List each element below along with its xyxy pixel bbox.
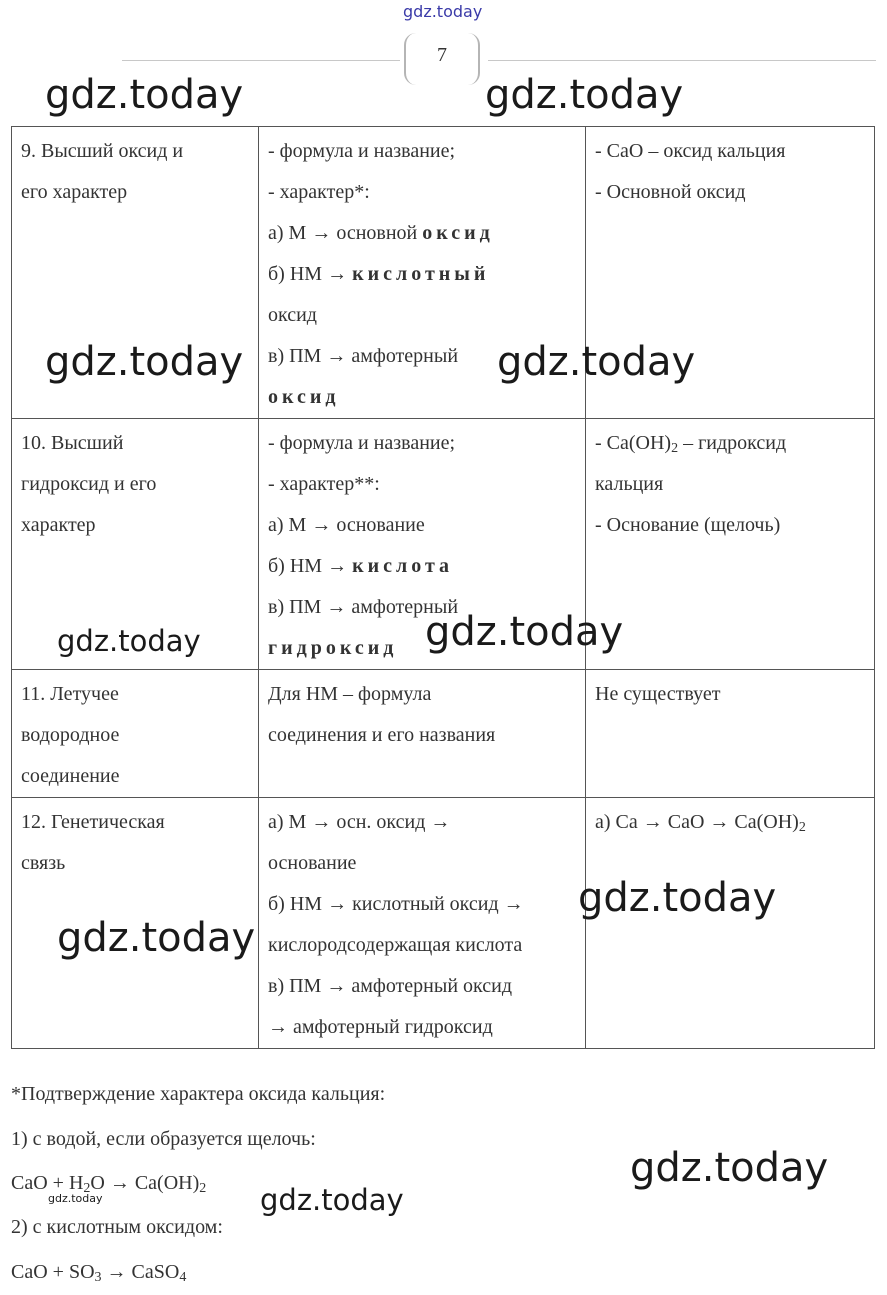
cell-line: - формула и название; — [268, 140, 456, 162]
line-text: б) НМ → — [268, 555, 353, 577]
line-text: - Ca(OH) — [595, 432, 672, 454]
cell-line: 11. Летучее — [21, 683, 119, 705]
note-step-2: 2) с кислотным оксидом: — [11, 1216, 223, 1238]
cell-line: б) НМ → кислотный оксид → — [268, 893, 524, 915]
cell-line: в) ПМ → амфотерный — [268, 345, 459, 367]
subscript: 2 — [199, 1181, 207, 1196]
watermark: gdz.today — [57, 624, 201, 658]
cell-line: водородное — [21, 724, 120, 746]
cell-line: его характер — [21, 181, 128, 203]
line-text: б) НМ → — [268, 263, 353, 285]
bold-term: оксид — [268, 386, 340, 408]
row-12-plan — [259, 798, 586, 1049]
cell-line: в) ПМ → амфотерный — [268, 596, 459, 618]
cell-line: кальция — [595, 473, 664, 495]
cell-line: соединения и его названия — [268, 724, 496, 746]
subscript: 2 — [671, 441, 679, 456]
watermark: gdz.today — [425, 609, 624, 655]
row-11-plan — [259, 670, 586, 798]
eq-part: → CaSO — [101, 1261, 180, 1283]
cell-line: - характер**: — [268, 473, 380, 495]
header-rule-right — [488, 60, 876, 61]
cell-line: характер — [21, 514, 96, 536]
cell-line: - характер*: — [268, 181, 370, 203]
page-number: 7 — [437, 44, 447, 66]
cell-line: 12. Генетическая — [21, 811, 165, 833]
cell-line — [268, 213, 577, 254]
subscript: 2 — [798, 820, 806, 835]
table-row — [12, 670, 875, 798]
watermark: gdz.today — [578, 875, 777, 921]
watermark: gdz.today — [485, 72, 684, 118]
row-11-answer — [586, 670, 875, 798]
cell-line: гидроксид и его — [21, 473, 157, 495]
line-text: а) Ca → CaO → Ca(OH) — [595, 811, 799, 833]
cell-line: а) М → осн. оксид → — [268, 811, 451, 833]
cell-line — [595, 423, 866, 464]
note-heading: *Подтверждение характера оксида кальция: — [11, 1083, 386, 1105]
subscript: 2 — [83, 1181, 91, 1196]
cell-line: соединение — [21, 765, 120, 787]
watermark: gdz.today — [260, 1183, 404, 1217]
cell-line: Не существует — [595, 683, 721, 705]
cell-line: → амфотерный гидроксид — [268, 1016, 493, 1038]
watermark: gdz.today — [630, 1145, 829, 1191]
cell-line: связь — [21, 852, 66, 874]
cell-line — [595, 802, 866, 843]
cell-line — [268, 546, 577, 587]
row-11-parameter — [12, 670, 259, 798]
header-rule-left — [122, 60, 400, 61]
eq-part: O → Ca(OH) — [90, 1172, 200, 1194]
bold-term: гидроксид — [268, 637, 398, 659]
cell-line: а) М → основание — [268, 514, 425, 536]
watermark: gdz.today — [497, 339, 696, 385]
cell-line: 10. Высший — [21, 432, 124, 454]
line-text: – гидроксид — [678, 432, 787, 454]
subscript: 4 — [179, 1270, 187, 1285]
watermark: gdz.today — [57, 915, 256, 961]
top-watermark: gdz.today — [403, 2, 483, 21]
cell-line: Для НМ – формула — [268, 683, 432, 705]
equation-2 — [11, 1261, 186, 1284]
equation-1 — [11, 1172, 206, 1195]
line-text: а) М → основной — [268, 222, 423, 244]
note-step-1: 1) с водой, если образуется щелочь: — [11, 1128, 316, 1150]
subscript: 3 — [94, 1270, 102, 1285]
bold-term: оксид — [422, 222, 494, 244]
cell-line: - формула и название; — [268, 432, 456, 454]
eq-part: CaO + SO — [11, 1261, 95, 1283]
watermark: gdz.today — [45, 339, 244, 385]
cell-line — [268, 254, 577, 295]
watermark-small: gdz.today — [48, 1192, 103, 1205]
bold-term: кислота — [352, 555, 454, 577]
cell-line: оксид — [268, 304, 317, 326]
watermark: gdz.today — [45, 72, 244, 118]
cell-line: в) ПМ → амфотерный оксид — [268, 975, 512, 997]
bold-term: кислотный — [352, 263, 490, 285]
cell-line: кислородсодержащая кислота — [268, 934, 523, 956]
eq-part: CaO + H — [11, 1172, 84, 1194]
cell-line: - CaO – оксид кальция — [595, 140, 786, 162]
cell-line: - Основной оксид — [595, 181, 746, 203]
row-10-answer — [586, 419, 875, 670]
cell-line: основание — [268, 852, 357, 874]
cell-line: - Основание (щелочь) — [595, 514, 781, 536]
cell-line: 9. Высший оксид и — [21, 140, 184, 162]
row-12-answer — [586, 798, 875, 1049]
